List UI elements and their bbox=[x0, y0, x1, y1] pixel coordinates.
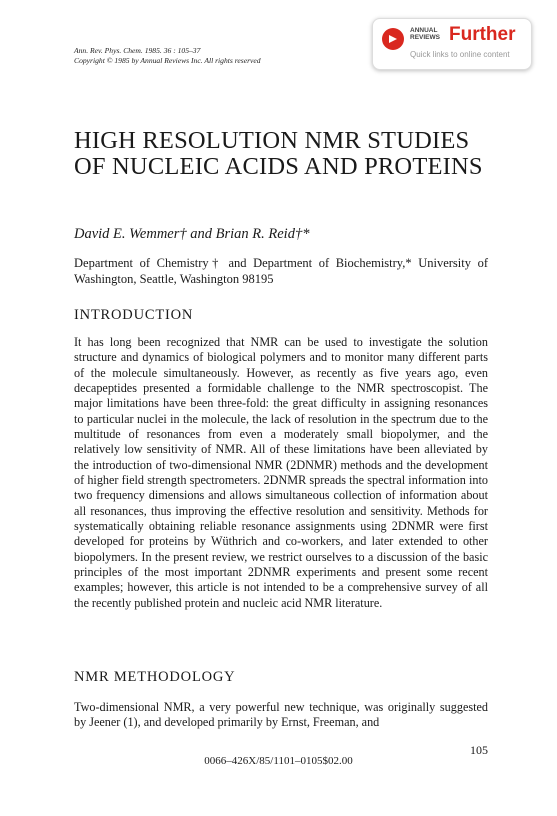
journal-citation: Ann. Rev. Phys. Chem. 1985. 36 : 105–37 bbox=[74, 46, 201, 55]
affiliation: Department of Chemistry† and Department of Biochemistry,* University of Washington, Seattle, Washington 98195 bbox=[74, 256, 488, 286]
section-heading-introduction: INTRODUCTION bbox=[74, 307, 194, 323]
authors: David E. Wemmer† and Brian R. Reid†* bbox=[74, 226, 310, 242]
article-code: 0066–426X/85/1101–0105$02.00 bbox=[204, 755, 353, 767]
page-number: 105 bbox=[470, 743, 488, 757]
article-title: HIGH RESOLUTION NMR STUDIES OF NUCLEIC ACIDS AND PROTEINS bbox=[74, 127, 483, 180]
journal-header bbox=[74, 46, 261, 66]
section-heading-nmr-methodology: NMR METHODOLOGY bbox=[74, 669, 236, 685]
further-badge[interactable] bbox=[372, 18, 532, 70]
annual-reviews-logo-icon bbox=[382, 28, 404, 50]
annual-reviews-logo-text: ANNUAL REVIEWS bbox=[410, 27, 440, 41]
methodology-text: Two-dimensional NMR, a very powerful new technique, was originally suggested by Jeener (1), and developed primarily by Ernst, Freeman, and bbox=[74, 700, 488, 730]
introduction-text: It has long been recognized that NMR can be used to investigate the solution structure and dynamics of biological polymers and to monitor many different parts of the molecule simultaneously. However, as recently as five years ago, even decapeptides presented a formidable challenge to the NMR spectroscopist. The major limitations have been three-fold: the great difficulty in assigning resonances to particular nuclei in the molecule, the lack of resolution in the spectrum due to the multitude of resonances from even a moderately small biopolymer, and the relatively low sensitivity of NMR. All of these limitations have been alleviated by the introduction of two-dimensional NMR (2DNMR) methods and the development of higher field strength spectrometers. 2DNMR spreads the spectral information into two frequency dimensions and allows simultaneous collection of information about all resonances, thus improving the effective resolution and sensitivity. Methods for systematically obtaining reliable resonance assignments using 2DNMR were first developed for proteins by Wüthrich and co-workers, and later extended to other biopolymers. In the present review, we restrict ourselves to a discussion of the basic principles of the most important 2DNMR experiments and present some recent examples; however, this article is not intended to be a comprehensive survey of all the recently published protein and nucleic acid NMR literature. bbox=[74, 335, 488, 610]
further-word: Further bbox=[449, 24, 516, 45]
copyright-line: Copyright © 1985 by Annual Reviews Inc. All rights reserved bbox=[74, 56, 261, 65]
further-subtitle: Quick links to online content bbox=[410, 50, 510, 59]
